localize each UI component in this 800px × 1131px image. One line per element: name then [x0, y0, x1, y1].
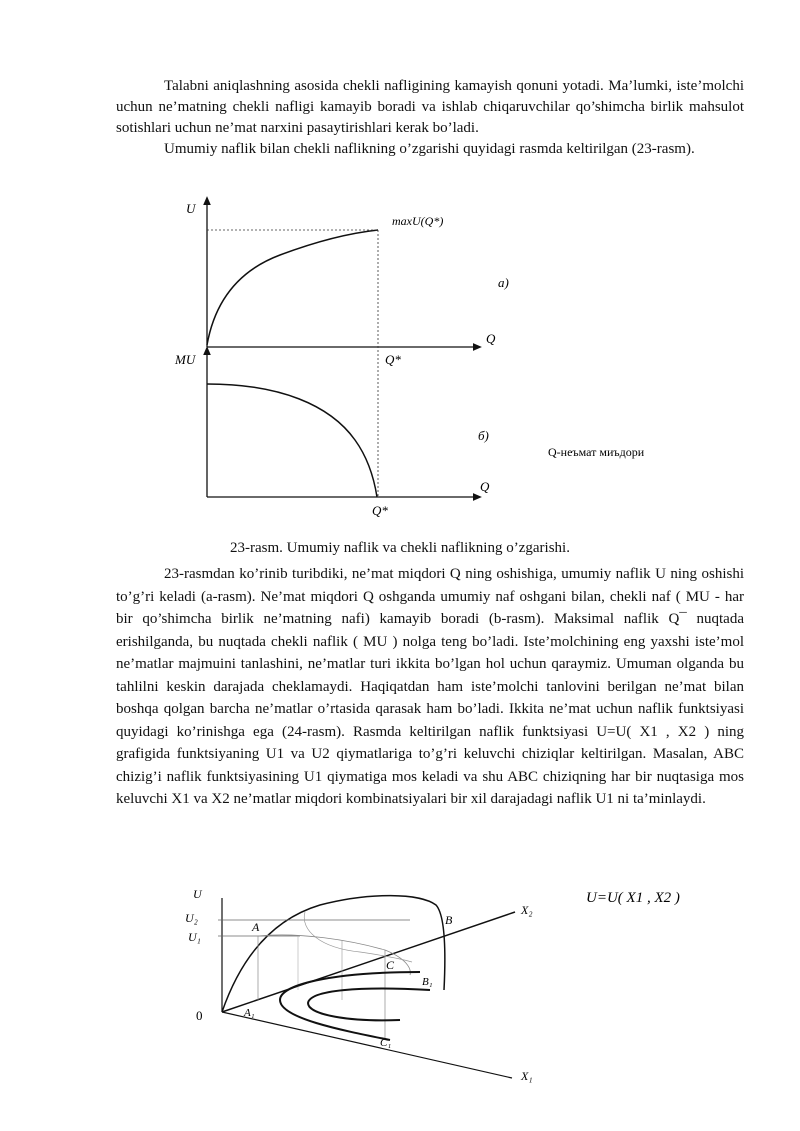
point-a-label: A	[252, 920, 260, 934]
paragraph-2: Umumiy naflik bilan chekli naflikning o’zgarishi quyidagi rasmda keltirilgan (23-rasm).	[164, 141, 695, 157]
x1-axis-label: X₁	[521, 1069, 533, 1083]
max-utility-label: maxU(Q*)	[392, 214, 444, 228]
point-b1-label: B₁	[422, 976, 433, 988]
figure-23-caption: 23-rasm. Umumiy naflik va chekli naflikning o’zgarishi.	[230, 540, 570, 556]
quantity-legend: Q-неъмат миъдори	[548, 445, 645, 459]
u-axis-label: U	[193, 887, 202, 901]
u2-label: U₂	[185, 911, 198, 925]
upper-x-label: Q	[486, 331, 496, 346]
point-c1-label: C₁	[380, 1037, 392, 1049]
utility-function-formula: U=U( X1 , X2 )	[586, 890, 680, 906]
x2-axis-label: X₂	[521, 903, 533, 917]
utility-surface-outline	[222, 896, 445, 1012]
lower-x-label: Q	[480, 479, 490, 494]
paragraph-3: 23-rasmdan ko’rinib turibdiki, ne’mat miqdori Q ning oshishiga, umumiy naflik U ning oshishi to’g’ri keladi (a-rasm). Ne’mat miqdori Q oshganda umumiy naf oshgani bilan, chekli naf ( MU - har bir qo’shimcha birlik ne’matning nafi) kamayib boradi (b-rasm). Maksimal naflik Q¯ nuqtada erishilganda, bu nuqtada chekli naflik ( MU ) nolga teng bo’ladi. Iste’molchining eng yaxshi iste’mol ne’matlar majmuini tanlashini, ne’matlar turi ikkita bo’lgan hol uchun qaraymiz. Umuman olganda bu tahlilni keskin darajada cheklamaydi. Haqiqatdan ham iste’molchi tanlovini berilgan ne’mat bilan boshqa qolgan barcha ne’matlar o’rtasida qarasak ham bo’ladi. Ikkita ne’mat uchun naflik funktsiyasi quyidagi ko’rinishga ega (24-rasm). Rasmda keltirilgan naflik funktsiyasi U=U( X1 , X2 ) ning grafigida funktsiyaning U1 va U2 qiymatlariga to’g’ri keluvchi chiziqlar keltirilgan. Masalan, ABC chizig’i naflik funktsiyasining U1 qiymatiga mos keladi va shu ABC chiziqning har bir nuqtasiga mos keluvchi X1 va X2 ne’matlar miqdori kombinatsiyalari bir xil darajadagi naflik U1 ni ta’minlaydi.	[116, 566, 744, 807]
point-c-label: C	[386, 958, 395, 972]
x1-axis	[222, 1012, 512, 1078]
upper-q-star-label: Q*	[385, 352, 401, 367]
x2-axis	[222, 912, 515, 1012]
panel-b-label: б)	[478, 428, 489, 443]
panel-a-label: a)	[498, 275, 509, 290]
point-a1-label: A₁	[244, 1007, 255, 1019]
lower-y-label: MU	[175, 352, 196, 367]
upper-y-label: U	[186, 201, 196, 216]
u1-label: U₁	[188, 930, 201, 944]
origin-label: 0	[196, 1008, 203, 1023]
lower-q-star-label: Q*	[372, 503, 388, 518]
point-b-label: B	[445, 913, 453, 927]
indifference-curve-inner	[308, 989, 430, 1021]
paragraph-1: Talabni aniqlashning asosida chekli nafligining kamayish qonuni yotadi. Ma’lumki, iste’molchi uchun ne’matning chekli nafligi kamayib boradi va ishlab chiqaruvchilar qo’shimcha birlik mahsulot sotishlari uchun ne’mat narxini pasaytirishlari kerak bo’ladi.	[116, 78, 744, 136]
